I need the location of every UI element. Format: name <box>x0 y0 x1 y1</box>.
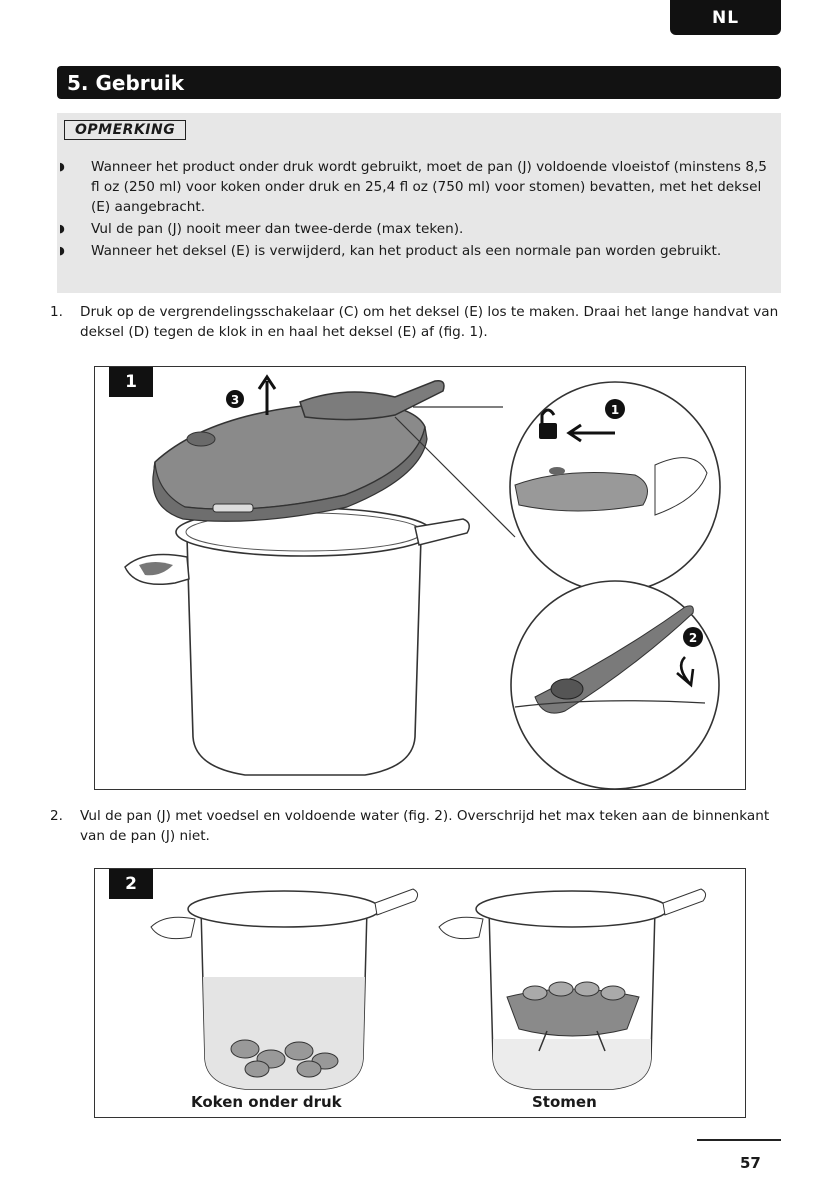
note-item <box>57 219 781 239</box>
side-handle-right <box>439 917 483 938</box>
step-text: Druk op de vergrendelingsschakelaar (C) om het deksel (E) los te maken. Draai het lange handvat van deksel (D) tegen de klok in en haal het deksel (E) af (fig. 1). <box>80 304 779 340</box>
note-box <box>57 113 781 293</box>
pot-body <box>187 537 421 775</box>
lid <box>154 402 425 509</box>
lid-window <box>213 504 253 512</box>
pot-rim-right <box>476 891 668 927</box>
callout-2-label: 2 <box>688 631 698 645</box>
arrow-up-icon <box>259 377 275 415</box>
page-number: 57 <box>740 1154 761 1172</box>
figure-2-illustration <box>95 869 747 1119</box>
note-item-text: Vul de pan (J) nooit meer dan twee-derde (max teken). <box>91 221 464 237</box>
bullet-icon: ◗ <box>59 222 65 235</box>
callout-3-label: 3 <box>230 393 240 407</box>
step-number: 1. <box>50 304 63 320</box>
bullet-icon: ◗ <box>59 244 65 257</box>
figure-1-illustration <box>95 367 747 791</box>
note-item-text: Wanneer het deksel (E) is verwijderd, kan het product als een normale pan worden gebruikt. <box>91 243 722 259</box>
lock-switch <box>549 467 565 475</box>
callout-1-label: 1 <box>610 403 620 417</box>
section-title: 5. Gebruik <box>67 70 185 95</box>
figure-number: 2 <box>125 874 137 894</box>
bullet-icon: ◗ <box>59 160 65 173</box>
long-handle-left <box>375 889 418 915</box>
side-handle-left <box>151 917 195 938</box>
caption-steam: Stomen <box>532 1093 597 1111</box>
lid-valve <box>187 432 215 446</box>
step-2 <box>50 806 785 846</box>
language-label: NL <box>711 7 740 28</box>
figure-number: 1 <box>125 372 137 392</box>
water-right <box>493 1039 651 1089</box>
note-label: OPMERKING <box>64 120 186 140</box>
lid-handle <box>300 381 444 420</box>
note-item <box>57 241 781 261</box>
figure-1 <box>94 366 746 790</box>
step-number: 2. <box>50 808 63 824</box>
section-heading <box>57 66 781 99</box>
note-item <box>57 157 781 217</box>
detail-knob <box>551 679 583 699</box>
footer-rule <box>697 1139 781 1141</box>
water-left <box>203 977 365 1089</box>
caption-pressure: Koken onder druk <box>191 1093 342 1111</box>
note-list <box>57 157 781 263</box>
step-1 <box>50 302 785 342</box>
figure-2 <box>94 868 746 1118</box>
note-item-text: Wanneer het product onder druk wordt gebruikt, moet de pan (J) voldoende vloeistof (minstens 8,5 fl oz (250 ml) voor koken onder druk en 25,4 fl oz (750 ml) voor stomen) bevatten, met het deksel (E) aangebracht. <box>91 159 767 215</box>
pot-rim-left <box>188 891 380 927</box>
step-text: Vul de pan (J) met voedsel en voldoende water (fig. 2). Overschrijd het max teken aan de binnenkant van de pan (J) niet. <box>80 808 770 844</box>
long-handle-right <box>663 889 706 915</box>
language-tab <box>670 0 781 35</box>
